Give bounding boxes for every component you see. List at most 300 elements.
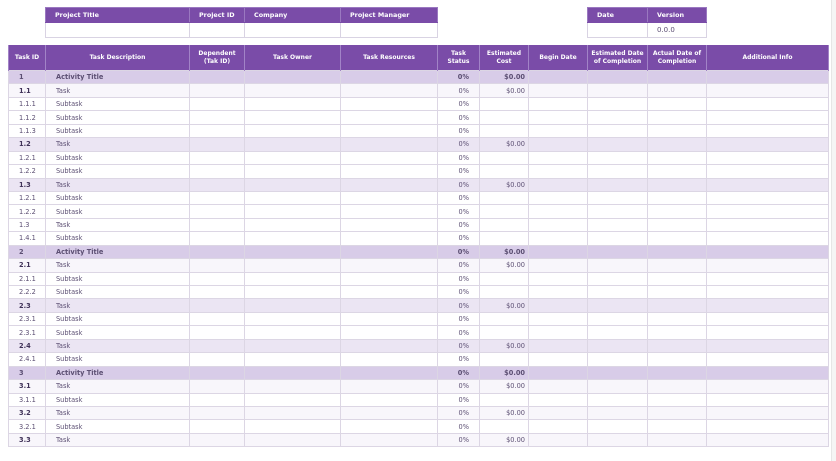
task-status-cell[interactable]: 0% xyxy=(438,138,480,151)
additional-info-cell[interactable] xyxy=(707,124,829,137)
task-id-cell[interactable]: 3 xyxy=(9,366,46,379)
task-description-cell[interactable]: Task xyxy=(46,406,190,419)
task-id-cell[interactable]: 2.2.2 xyxy=(9,286,46,299)
task-resources-cell[interactable] xyxy=(341,191,438,204)
estimated-cost-cell[interactable] xyxy=(480,232,529,245)
task-status-cell[interactable]: 0% xyxy=(438,259,480,272)
task-owner-cell[interactable] xyxy=(245,272,341,285)
task-status-cell[interactable]: 0% xyxy=(438,151,480,164)
estimated-completion-cell[interactable] xyxy=(588,299,648,312)
task-resources-cell[interactable] xyxy=(341,165,438,178)
dependent-cell[interactable] xyxy=(190,299,245,312)
dependent-cell[interactable] xyxy=(190,245,245,258)
begin-date-cell[interactable] xyxy=(529,420,588,433)
estimated-cost-cell[interactable] xyxy=(480,151,529,164)
dependent-cell[interactable] xyxy=(190,111,245,124)
dependent-cell[interactable] xyxy=(190,393,245,406)
task-id-cell[interactable]: 2.4 xyxy=(9,339,46,352)
estimated-cost-cell[interactable] xyxy=(480,97,529,110)
task-resources-cell[interactable] xyxy=(341,366,438,379)
task-id-cell[interactable]: 1.1.3 xyxy=(9,124,46,137)
actual-completion-cell[interactable] xyxy=(648,406,707,419)
task-owner-cell[interactable] xyxy=(245,232,341,245)
task-owner-cell[interactable] xyxy=(245,191,341,204)
task-description-cell[interactable]: Activity Title xyxy=(46,366,190,379)
project-title-field[interactable] xyxy=(46,23,190,38)
dependent-cell[interactable] xyxy=(190,406,245,419)
task-id-cell[interactable]: 2.3 xyxy=(9,299,46,312)
task-status-cell[interactable]: 0% xyxy=(438,71,480,84)
task-description-cell[interactable]: Task xyxy=(46,259,190,272)
additional-info-cell[interactable] xyxy=(707,353,829,366)
task-id-cell[interactable]: 1.3 xyxy=(9,218,46,231)
dependent-cell[interactable] xyxy=(190,366,245,379)
task-resources-cell[interactable] xyxy=(341,286,438,299)
estimated-cost-cell[interactable] xyxy=(480,286,529,299)
task-description-cell[interactable]: Subtask xyxy=(46,124,190,137)
task-description-cell[interactable]: Subtask xyxy=(46,111,190,124)
estimated-completion-cell[interactable] xyxy=(588,232,648,245)
task-owner-cell[interactable] xyxy=(245,111,341,124)
task-id-cell[interactable]: 1.1.1 xyxy=(9,97,46,110)
additional-info-cell[interactable] xyxy=(707,191,829,204)
task-status-cell[interactable]: 0% xyxy=(438,245,480,258)
task-resources-cell[interactable] xyxy=(341,433,438,446)
estimated-cost-cell[interactable]: $0.00 xyxy=(480,259,529,272)
estimated-cost-cell[interactable] xyxy=(480,272,529,285)
actual-completion-cell[interactable] xyxy=(648,420,707,433)
estimated-cost-cell[interactable] xyxy=(480,111,529,124)
additional-info-cell[interactable] xyxy=(707,299,829,312)
task-description-cell[interactable]: Subtask xyxy=(46,232,190,245)
task-status-cell[interactable]: 0% xyxy=(438,84,480,97)
task-owner-cell[interactable] xyxy=(245,71,341,84)
actual-completion-cell[interactable] xyxy=(648,286,707,299)
additional-info-cell[interactable] xyxy=(707,151,829,164)
task-owner-cell[interactable] xyxy=(245,353,341,366)
task-resources-cell[interactable] xyxy=(341,406,438,419)
begin-date-cell[interactable] xyxy=(529,205,588,218)
task-description-cell[interactable]: Subtask xyxy=(46,165,190,178)
begin-date-cell[interactable] xyxy=(529,218,588,231)
task-resources-cell[interactable] xyxy=(341,420,438,433)
task-description-cell[interactable]: Subtask xyxy=(46,272,190,285)
task-status-cell[interactable]: 0% xyxy=(438,286,480,299)
task-resources-cell[interactable] xyxy=(341,299,438,312)
additional-info-cell[interactable] xyxy=(707,259,829,272)
begin-date-cell[interactable] xyxy=(529,299,588,312)
additional-info-cell[interactable] xyxy=(707,420,829,433)
task-id-cell[interactable]: 1.2 xyxy=(9,138,46,151)
task-id-cell[interactable]: 1.1 xyxy=(9,84,46,97)
additional-info-cell[interactable] xyxy=(707,178,829,191)
begin-date-cell[interactable] xyxy=(529,366,588,379)
task-resources-cell[interactable] xyxy=(341,218,438,231)
dependent-cell[interactable] xyxy=(190,232,245,245)
task-status-cell[interactable]: 0% xyxy=(438,393,480,406)
task-status-cell[interactable]: 0% xyxy=(438,165,480,178)
estimated-completion-cell[interactable] xyxy=(588,326,648,339)
estimated-cost-cell[interactable]: $0.00 xyxy=(480,84,529,97)
dependent-cell[interactable] xyxy=(190,191,245,204)
estimated-completion-cell[interactable] xyxy=(588,138,648,151)
version-field[interactable]: 0.0.0 xyxy=(648,23,707,38)
task-owner-cell[interactable] xyxy=(245,312,341,325)
task-owner-cell[interactable] xyxy=(245,97,341,110)
begin-date-cell[interactable] xyxy=(529,111,588,124)
task-id-cell[interactable]: 2 xyxy=(9,245,46,258)
additional-info-cell[interactable] xyxy=(707,111,829,124)
task-status-cell[interactable]: 0% xyxy=(438,366,480,379)
actual-completion-cell[interactable] xyxy=(648,71,707,84)
date-field[interactable] xyxy=(588,23,648,38)
begin-date-cell[interactable] xyxy=(529,259,588,272)
begin-date-cell[interactable] xyxy=(529,326,588,339)
estimated-completion-cell[interactable] xyxy=(588,165,648,178)
additional-info-cell[interactable] xyxy=(707,433,829,446)
task-id-cell[interactable]: 1.2.1 xyxy=(9,191,46,204)
actual-completion-cell[interactable] xyxy=(648,380,707,393)
task-owner-cell[interactable] xyxy=(245,420,341,433)
task-description-cell[interactable]: Activity Title xyxy=(46,245,190,258)
actual-completion-cell[interactable] xyxy=(648,232,707,245)
estimated-cost-cell[interactable] xyxy=(480,165,529,178)
task-id-cell[interactable]: 2.1.1 xyxy=(9,272,46,285)
task-status-cell[interactable]: 0% xyxy=(438,191,480,204)
task-resources-cell[interactable] xyxy=(341,259,438,272)
begin-date-cell[interactable] xyxy=(529,312,588,325)
actual-completion-cell[interactable] xyxy=(648,353,707,366)
additional-info-cell[interactable] xyxy=(707,326,829,339)
begin-date-cell[interactable] xyxy=(529,286,588,299)
task-resources-cell[interactable] xyxy=(341,326,438,339)
additional-info-cell[interactable] xyxy=(707,205,829,218)
task-owner-cell[interactable] xyxy=(245,433,341,446)
task-description-cell[interactable]: Task xyxy=(46,84,190,97)
task-owner-cell[interactable] xyxy=(245,259,341,272)
task-resources-cell[interactable] xyxy=(341,232,438,245)
estimated-completion-cell[interactable] xyxy=(588,286,648,299)
additional-info-cell[interactable] xyxy=(707,71,829,84)
task-description-cell[interactable]: Activity Title xyxy=(46,71,190,84)
dependent-cell[interactable] xyxy=(190,124,245,137)
actual-completion-cell[interactable] xyxy=(648,165,707,178)
task-id-cell[interactable]: 3.1.1 xyxy=(9,393,46,406)
actual-completion-cell[interactable] xyxy=(648,393,707,406)
begin-date-cell[interactable] xyxy=(529,84,588,97)
task-owner-cell[interactable] xyxy=(245,151,341,164)
actual-completion-cell[interactable] xyxy=(648,178,707,191)
estimated-cost-cell[interactable]: $0.00 xyxy=(480,339,529,352)
task-owner-cell[interactable] xyxy=(245,299,341,312)
task-status-cell[interactable]: 0% xyxy=(438,380,480,393)
estimated-completion-cell[interactable] xyxy=(588,406,648,419)
dependent-cell[interactable] xyxy=(190,151,245,164)
additional-info-cell[interactable] xyxy=(707,406,829,419)
task-description-cell[interactable]: Subtask xyxy=(46,151,190,164)
estimated-cost-cell[interactable]: $0.00 xyxy=(480,433,529,446)
task-status-cell[interactable]: 0% xyxy=(438,111,480,124)
task-description-cell[interactable]: Task xyxy=(46,380,190,393)
task-owner-cell[interactable] xyxy=(245,380,341,393)
task-description-cell[interactable]: Subtask xyxy=(46,312,190,325)
task-description-cell[interactable]: Task xyxy=(46,299,190,312)
estimated-completion-cell[interactable] xyxy=(588,433,648,446)
estimated-completion-cell[interactable] xyxy=(588,218,648,231)
estimated-completion-cell[interactable] xyxy=(588,245,648,258)
task-owner-cell[interactable] xyxy=(245,178,341,191)
actual-completion-cell[interactable] xyxy=(648,272,707,285)
estimated-cost-cell[interactable]: $0.00 xyxy=(480,245,529,258)
task-description-cell[interactable]: Subtask xyxy=(46,205,190,218)
task-id-cell[interactable]: 1.2.2 xyxy=(9,205,46,218)
begin-date-cell[interactable] xyxy=(529,433,588,446)
estimated-completion-cell[interactable] xyxy=(588,366,648,379)
estimated-cost-cell[interactable]: $0.00 xyxy=(480,178,529,191)
company-field[interactable] xyxy=(245,23,341,38)
estimated-cost-cell[interactable]: $0.00 xyxy=(480,366,529,379)
estimated-cost-cell[interactable] xyxy=(480,218,529,231)
task-description-cell[interactable]: Task xyxy=(46,178,190,191)
task-description-cell[interactable]: Subtask xyxy=(46,393,190,406)
estimated-completion-cell[interactable] xyxy=(588,111,648,124)
project-id-field[interactable] xyxy=(190,23,245,38)
task-id-cell[interactable]: 1.2.2 xyxy=(9,165,46,178)
task-description-cell[interactable]: Task xyxy=(46,218,190,231)
task-status-cell[interactable]: 0% xyxy=(438,299,480,312)
estimated-completion-cell[interactable] xyxy=(588,420,648,433)
actual-completion-cell[interactable] xyxy=(648,111,707,124)
dependent-cell[interactable] xyxy=(190,380,245,393)
task-id-cell[interactable]: 1.1.2 xyxy=(9,111,46,124)
task-resources-cell[interactable] xyxy=(341,151,438,164)
task-resources-cell[interactable] xyxy=(341,272,438,285)
estimated-completion-cell[interactable] xyxy=(588,205,648,218)
actual-completion-cell[interactable] xyxy=(648,84,707,97)
task-id-cell[interactable]: 3.2.1 xyxy=(9,420,46,433)
task-id-cell[interactable]: 1 xyxy=(9,71,46,84)
additional-info-cell[interactable] xyxy=(707,245,829,258)
begin-date-cell[interactable] xyxy=(529,245,588,258)
task-description-cell[interactable]: Task xyxy=(46,339,190,352)
estimated-completion-cell[interactable] xyxy=(588,353,648,366)
task-owner-cell[interactable] xyxy=(245,124,341,137)
dependent-cell[interactable] xyxy=(190,420,245,433)
task-owner-cell[interactable] xyxy=(245,205,341,218)
dependent-cell[interactable] xyxy=(190,259,245,272)
task-resources-cell[interactable] xyxy=(341,111,438,124)
task-resources-cell[interactable] xyxy=(341,124,438,137)
additional-info-cell[interactable] xyxy=(707,312,829,325)
task-resources-cell[interactable] xyxy=(341,380,438,393)
actual-completion-cell[interactable] xyxy=(648,312,707,325)
estimated-cost-cell[interactable] xyxy=(480,124,529,137)
dependent-cell[interactable] xyxy=(190,353,245,366)
task-owner-cell[interactable] xyxy=(245,326,341,339)
task-status-cell[interactable]: 0% xyxy=(438,124,480,137)
task-resources-cell[interactable] xyxy=(341,205,438,218)
actual-completion-cell[interactable] xyxy=(648,326,707,339)
task-resources-cell[interactable] xyxy=(341,71,438,84)
dependent-cell[interactable] xyxy=(190,84,245,97)
actual-completion-cell[interactable] xyxy=(648,245,707,258)
dependent-cell[interactable] xyxy=(190,286,245,299)
begin-date-cell[interactable] xyxy=(529,339,588,352)
begin-date-cell[interactable] xyxy=(529,71,588,84)
additional-info-cell[interactable] xyxy=(707,232,829,245)
begin-date-cell[interactable] xyxy=(529,191,588,204)
task-owner-cell[interactable] xyxy=(245,165,341,178)
estimated-cost-cell[interactable] xyxy=(480,191,529,204)
actual-completion-cell[interactable] xyxy=(648,366,707,379)
task-status-cell[interactable]: 0% xyxy=(438,272,480,285)
task-id-cell[interactable]: 3.3 xyxy=(9,433,46,446)
task-id-cell[interactable]: 2.1 xyxy=(9,259,46,272)
estimated-cost-cell[interactable] xyxy=(480,326,529,339)
begin-date-cell[interactable] xyxy=(529,178,588,191)
task-id-cell[interactable]: 3.1 xyxy=(9,380,46,393)
task-owner-cell[interactable] xyxy=(245,138,341,151)
task-description-cell[interactable]: Subtask xyxy=(46,420,190,433)
task-status-cell[interactable]: 0% xyxy=(438,353,480,366)
dependent-cell[interactable] xyxy=(190,205,245,218)
dependent-cell[interactable] xyxy=(190,165,245,178)
additional-info-cell[interactable] xyxy=(707,272,829,285)
additional-info-cell[interactable] xyxy=(707,366,829,379)
task-id-cell[interactable]: 3.2 xyxy=(9,406,46,419)
task-id-cell[interactable]: 2.3.1 xyxy=(9,326,46,339)
begin-date-cell[interactable] xyxy=(529,97,588,110)
actual-completion-cell[interactable] xyxy=(648,138,707,151)
estimated-completion-cell[interactable] xyxy=(588,97,648,110)
additional-info-cell[interactable] xyxy=(707,84,829,97)
dependent-cell[interactable] xyxy=(190,433,245,446)
additional-info-cell[interactable] xyxy=(707,138,829,151)
actual-completion-cell[interactable] xyxy=(648,97,707,110)
estimated-cost-cell[interactable] xyxy=(480,312,529,325)
additional-info-cell[interactable] xyxy=(707,218,829,231)
task-status-cell[interactable]: 0% xyxy=(438,97,480,110)
actual-completion-cell[interactable] xyxy=(648,218,707,231)
estimated-cost-cell[interactable] xyxy=(480,420,529,433)
begin-date-cell[interactable] xyxy=(529,353,588,366)
actual-completion-cell[interactable] xyxy=(648,124,707,137)
estimated-cost-cell[interactable]: $0.00 xyxy=(480,138,529,151)
estimated-cost-cell[interactable]: $0.00 xyxy=(480,299,529,312)
dependent-cell[interactable] xyxy=(190,97,245,110)
begin-date-cell[interactable] xyxy=(529,151,588,164)
dependent-cell[interactable] xyxy=(190,138,245,151)
task-owner-cell[interactable] xyxy=(245,339,341,352)
task-status-cell[interactable]: 0% xyxy=(438,326,480,339)
estimated-completion-cell[interactable] xyxy=(588,151,648,164)
task-resources-cell[interactable] xyxy=(341,178,438,191)
actual-completion-cell[interactable] xyxy=(648,191,707,204)
estimated-completion-cell[interactable] xyxy=(588,191,648,204)
task-resources-cell[interactable] xyxy=(341,339,438,352)
begin-date-cell[interactable] xyxy=(529,165,588,178)
actual-completion-cell[interactable] xyxy=(648,339,707,352)
task-status-cell[interactable]: 0% xyxy=(438,218,480,231)
task-status-cell[interactable]: 0% xyxy=(438,178,480,191)
task-status-cell[interactable]: 0% xyxy=(438,232,480,245)
additional-info-cell[interactable] xyxy=(707,286,829,299)
estimated-cost-cell[interactable] xyxy=(480,353,529,366)
task-id-cell[interactable]: 2.4.1 xyxy=(9,353,46,366)
dependent-cell[interactable] xyxy=(190,326,245,339)
task-owner-cell[interactable] xyxy=(245,286,341,299)
actual-completion-cell[interactable] xyxy=(648,205,707,218)
task-resources-cell[interactable] xyxy=(341,245,438,258)
task-status-cell[interactable]: 0% xyxy=(438,420,480,433)
task-resources-cell[interactable] xyxy=(341,138,438,151)
begin-date-cell[interactable] xyxy=(529,393,588,406)
task-id-cell[interactable]: 1.2.1 xyxy=(9,151,46,164)
task-owner-cell[interactable] xyxy=(245,218,341,231)
estimated-completion-cell[interactable] xyxy=(588,380,648,393)
begin-date-cell[interactable] xyxy=(529,138,588,151)
dependent-cell[interactable] xyxy=(190,339,245,352)
estimated-completion-cell[interactable] xyxy=(588,339,648,352)
task-description-cell[interactable]: Task xyxy=(46,138,190,151)
additional-info-cell[interactable] xyxy=(707,339,829,352)
actual-completion-cell[interactable] xyxy=(648,151,707,164)
begin-date-cell[interactable] xyxy=(529,124,588,137)
estimated-completion-cell[interactable] xyxy=(588,312,648,325)
task-owner-cell[interactable] xyxy=(245,393,341,406)
task-resources-cell[interactable] xyxy=(341,312,438,325)
task-resources-cell[interactable] xyxy=(341,97,438,110)
estimated-completion-cell[interactable] xyxy=(588,124,648,137)
task-owner-cell[interactable] xyxy=(245,366,341,379)
dependent-cell[interactable] xyxy=(190,71,245,84)
task-description-cell[interactable]: Task xyxy=(46,433,190,446)
begin-date-cell[interactable] xyxy=(529,232,588,245)
task-description-cell[interactable]: Subtask xyxy=(46,326,190,339)
estimated-completion-cell[interactable] xyxy=(588,84,648,97)
task-description-cell[interactable]: Subtask xyxy=(46,97,190,110)
project-manager-field[interactable] xyxy=(341,23,438,38)
additional-info-cell[interactable] xyxy=(707,97,829,110)
task-resources-cell[interactable] xyxy=(341,84,438,97)
estimated-cost-cell[interactable]: $0.00 xyxy=(480,406,529,419)
estimated-completion-cell[interactable] xyxy=(588,259,648,272)
task-id-cell[interactable]: 1.3 xyxy=(9,178,46,191)
estimated-cost-cell[interactable] xyxy=(480,205,529,218)
task-owner-cell[interactable] xyxy=(245,245,341,258)
estimated-completion-cell[interactable] xyxy=(588,393,648,406)
additional-info-cell[interactable] xyxy=(707,380,829,393)
estimated-cost-cell[interactable]: $0.00 xyxy=(480,380,529,393)
estimated-cost-cell[interactable]: $0.00 xyxy=(480,71,529,84)
task-id-cell[interactable]: 2.3.1 xyxy=(9,312,46,325)
task-status-cell[interactable]: 0% xyxy=(438,433,480,446)
estimated-completion-cell[interactable] xyxy=(588,272,648,285)
task-resources-cell[interactable] xyxy=(341,353,438,366)
task-description-cell[interactable]: Subtask xyxy=(46,353,190,366)
estimated-completion-cell[interactable] xyxy=(588,178,648,191)
additional-info-cell[interactable] xyxy=(707,165,829,178)
actual-completion-cell[interactable] xyxy=(648,433,707,446)
task-status-cell[interactable]: 0% xyxy=(438,312,480,325)
actual-completion-cell[interactable] xyxy=(648,299,707,312)
task-resources-cell[interactable] xyxy=(341,393,438,406)
task-status-cell[interactable]: 0% xyxy=(438,339,480,352)
begin-date-cell[interactable] xyxy=(529,380,588,393)
dependent-cell[interactable] xyxy=(190,218,245,231)
task-id-cell[interactable]: 1.4.1 xyxy=(9,232,46,245)
dependent-cell[interactable] xyxy=(190,312,245,325)
